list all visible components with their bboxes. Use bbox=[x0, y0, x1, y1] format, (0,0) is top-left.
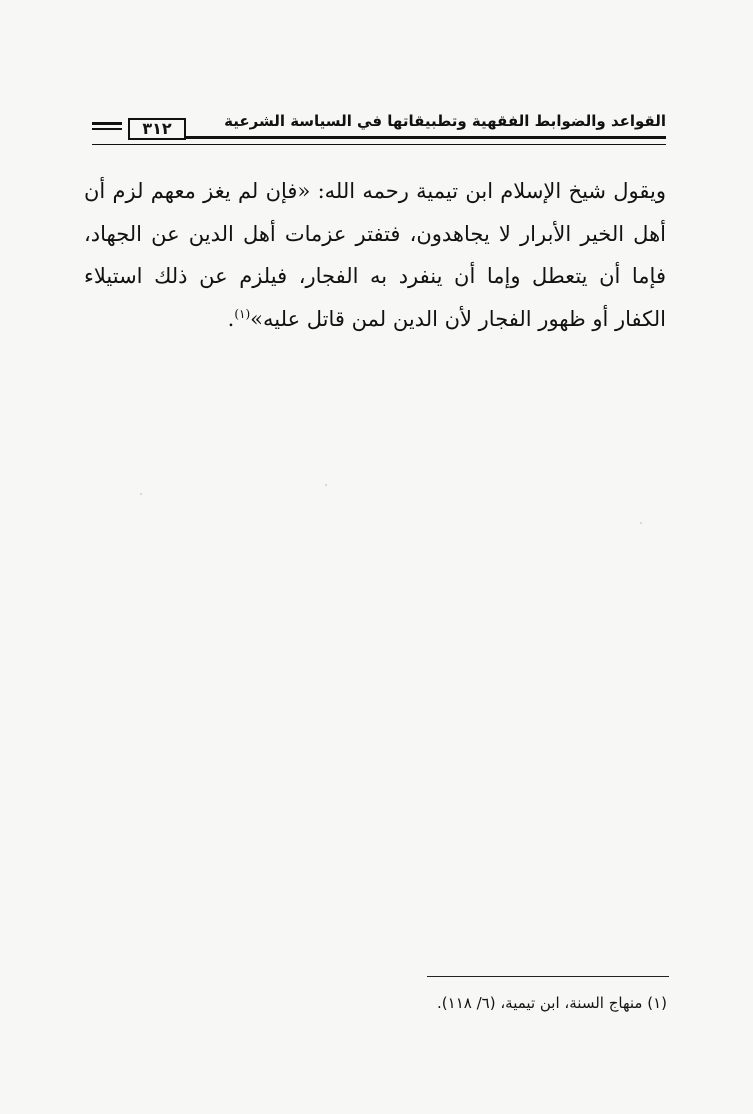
footnote-reference: (١) bbox=[234, 306, 251, 321]
paragraph-end: . bbox=[227, 306, 235, 331]
page-number: ٣١٢ bbox=[128, 118, 186, 140]
page-number-ornament-lower bbox=[92, 128, 122, 130]
footnote-separator bbox=[427, 976, 669, 977]
header-rule-thin bbox=[92, 144, 666, 145]
main-paragraph bbox=[84, 170, 666, 340]
book-title: القواعد والضوابط الفقهية وتطبيقاتها في السياسة الشرعية bbox=[224, 112, 666, 130]
paragraph-text: ويقول شيخ الإسلام ابن تيمية رحمه الله: «فإن لم يغز معهم لزم أن أهل الخير الأبرار لا يجاهدون، فتفتر عزمات أهل الدين عن الجهاد، فإما أن يتعطل وإما أن ينفرد به الفجار، فيلزم عن ذلك استيلاء الكفار أو ظهور الفجار لأن الدين لمن قاتل عليه» bbox=[84, 179, 666, 331]
scan-speck bbox=[325, 484, 327, 486]
page-number-ornament bbox=[92, 122, 122, 125]
running-header bbox=[92, 108, 666, 148]
scan-speck bbox=[640, 522, 642, 524]
header-rule-thick bbox=[186, 136, 666, 139]
footnote: (١) منهاج السنة، ابن تيمية، (٦/ ١١٨). bbox=[437, 994, 667, 1012]
scan-speck bbox=[140, 493, 142, 495]
